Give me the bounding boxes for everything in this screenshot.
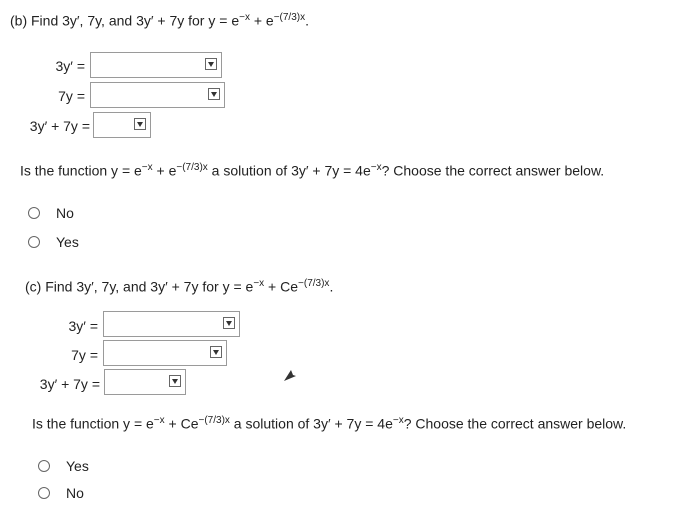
dropdown-arrow-icon[interactable] xyxy=(134,118,146,130)
b-answer-3yprime[interactable] xyxy=(90,52,222,78)
b-label-sum: 3y′ + 7y = xyxy=(29,118,90,134)
b-label-7y: 7y = xyxy=(58,88,85,104)
c-option-no[interactable]: No xyxy=(38,485,84,501)
part-c-heading: (c) Find 3y′, 7y, and 3y′ + 7y for $y = e^{-x} + Ce^{-(7/3)x}$. xyxy=(25,278,334,295)
dropdown-arrow-icon[interactable] xyxy=(223,317,235,329)
dropdown-arrow-icon[interactable] xyxy=(210,346,222,358)
b-label-3yprime: 3y′ = xyxy=(55,58,85,74)
c-answer-3yprime[interactable] xyxy=(103,311,240,337)
c-answer-7y[interactable] xyxy=(103,340,227,366)
part-b-heading: (b) Find 3y′, 7y, and 3y′ + 7y for $y = e^{-x} + e^{-(7/3)x}$. xyxy=(10,12,309,29)
c-label-sum: 3y′ + 7y = xyxy=(39,376,100,392)
mouse-pointer-icon xyxy=(282,367,298,383)
b-answer-7y[interactable] xyxy=(90,82,225,108)
radio-button[interactable] xyxy=(28,207,40,219)
radio-button[interactable] xyxy=(38,487,50,499)
radio-button[interactable] xyxy=(28,236,40,248)
b-option-no[interactable]: No xyxy=(28,205,74,221)
b-option-yes[interactable]: Yes xyxy=(28,234,79,250)
c-label-3yprime: 3y′ = xyxy=(68,318,98,334)
c-question: Is the function $y = e^{-x} + Ce^{-(7/3)x}$ a solution of $3y' + 7y = 4e^{-x}$? Choose the correct answer below. xyxy=(32,415,627,432)
dropdown-arrow-icon[interactable] xyxy=(205,58,217,70)
radio-button[interactable] xyxy=(38,460,50,472)
dropdown-arrow-icon[interactable] xyxy=(208,88,220,100)
c-answer-sum[interactable] xyxy=(104,369,186,395)
b-question: Is the function $y = e^{-x} + e^{-(7/3)x}$ a solution of $3y' + 7y = 4e^{-x}$? Choose the correct answer below. xyxy=(20,162,605,179)
c-option-yes[interactable]: Yes xyxy=(38,458,89,474)
c-label-7y: 7y = xyxy=(71,347,98,363)
b-answer-sum[interactable] xyxy=(93,112,151,138)
dropdown-arrow-icon[interactable] xyxy=(169,375,181,387)
